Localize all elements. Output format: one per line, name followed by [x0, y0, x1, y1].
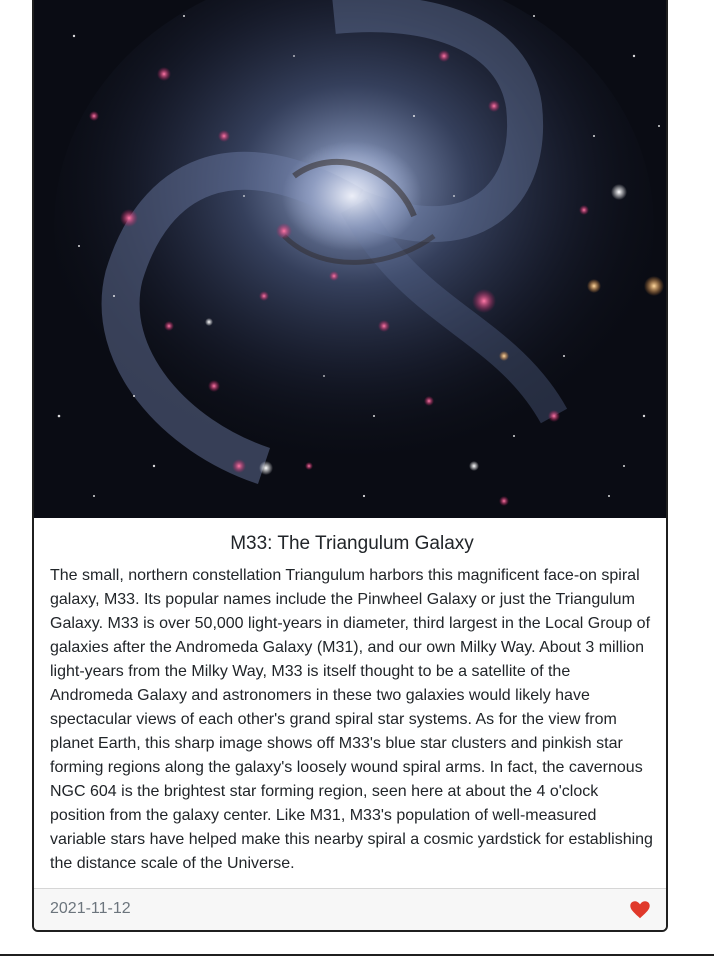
card-footer [34, 888, 668, 930]
heart-icon[interactable] [630, 901, 650, 919]
card-title: M33: The Triangulum Galaxy [230, 533, 474, 554]
galaxy-photo [34, 0, 668, 518]
apod-card [32, 0, 668, 932]
card-explanation: The small, northern constellation Triangulum harbors this magnificent face-on spiral galaxy, M33. Its popular names include the Pinwheel Galaxy or just the Triangulum Galaxy. M33 is over 50,000 light-years in diameter, third largest in the Local Group of galaxies after the Andromeda Galaxy (M31), and our own Milky Way. About 3 million light-years from the Milky Way, M33 is itself thought to be a satellite of the Andromeda Galaxy and astronomers in these two galaxies would likely have spectacular views of each other's grand spiral star systems. As for the view from planet Earth, this sharp image shows off M33's blue star clusters and pinkish star forming regions along the galaxy's loosely wound spiral arms. In fact, the cavernous NGC 604 is the brightest star forming region, seen here at about the 4 o'clock position from the galaxy center. Like M31, M33's population of well-measured variable stars have helped make this nearby spiral a cosmic yardstick for establishing the distance scale of the Universe. [50, 567, 653, 872]
card-body [34, 518, 668, 876]
card-date: 2021-11-12 [50, 900, 131, 917]
